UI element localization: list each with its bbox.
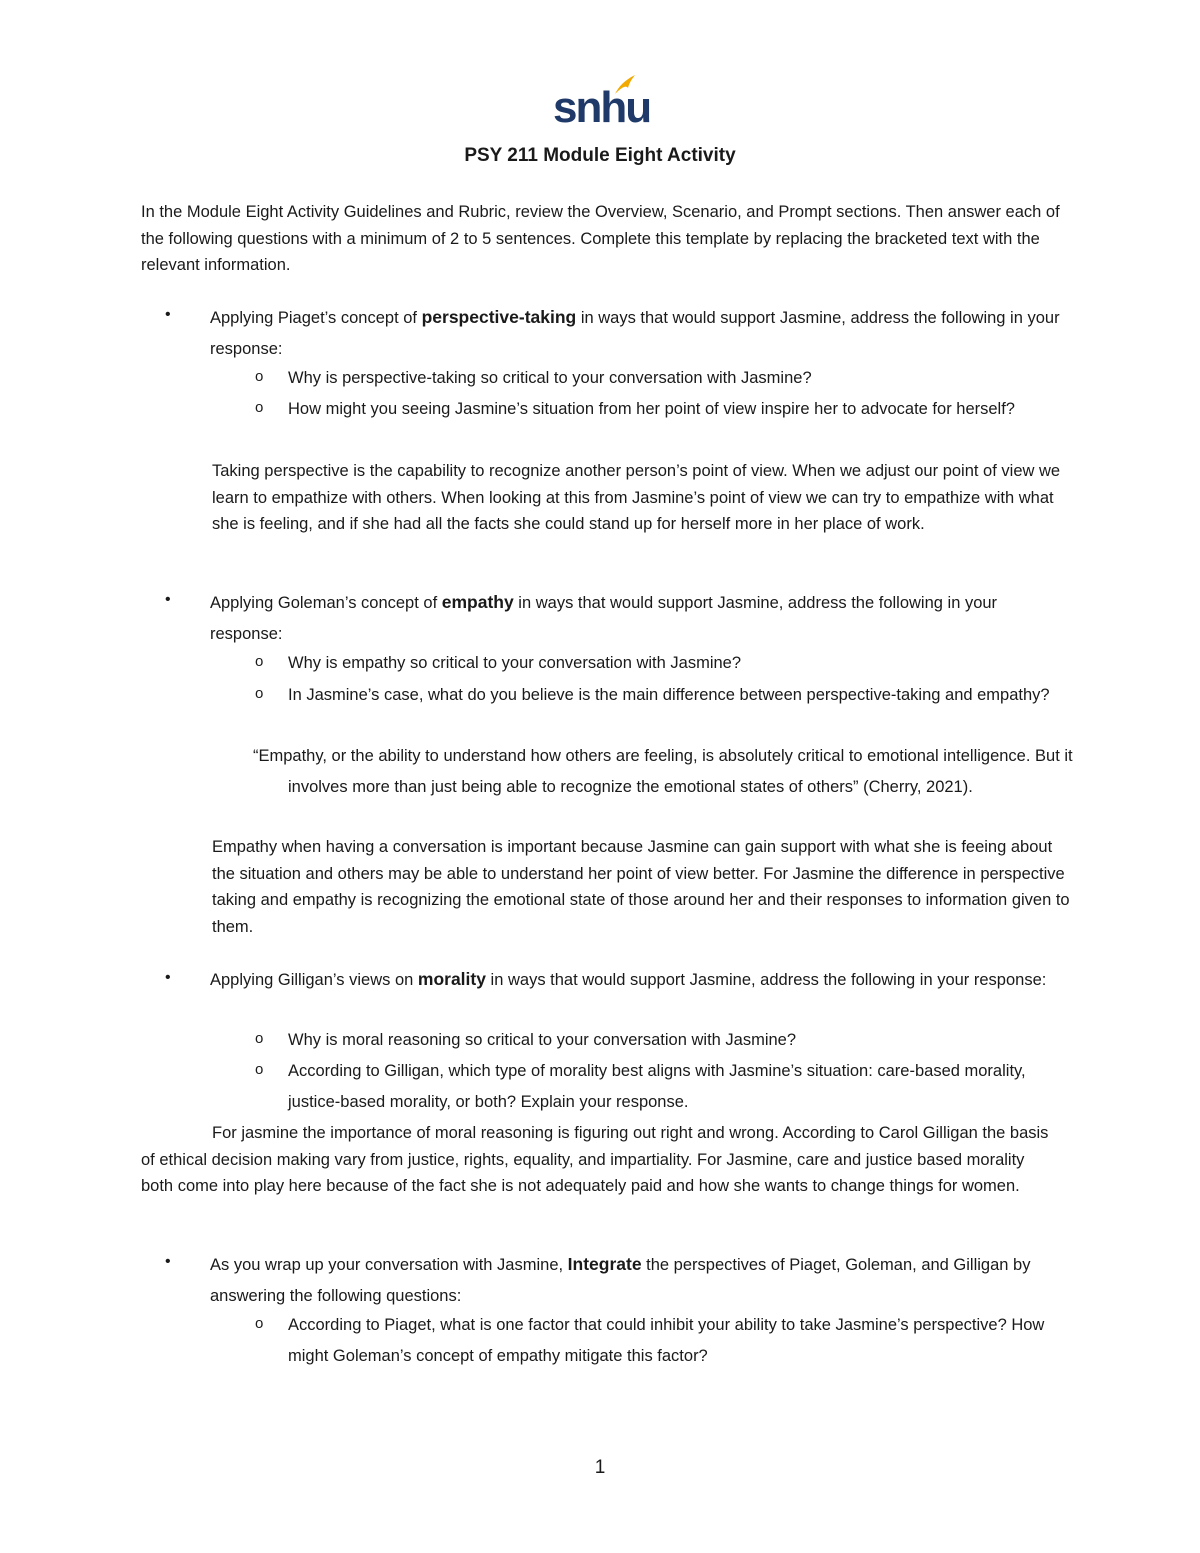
sub-bullet: o <box>255 399 264 416</box>
section-1-answer: Taking perspective is the capability to recognize another person’s point of view. When we adjust our point of view we learn to empathize with others. When looking at this from Jasmine’s point of view we can try to empathize with what she is feeling, and if she had all the facts she could stand up for herself more in her place of work. <box>212 462 1061 533</box>
prompt-text: in ways that would support Jasmine, address the following in your response: <box>210 594 998 643</box>
flame-icon <box>613 74 637 96</box>
section-2-prompt <box>210 587 1070 650</box>
keyword-perspective-taking: perspective-taking <box>421 307 577 327</box>
section-1-question-1: Why is perspective-taking so critical to your conversation with Jasmine? <box>288 369 812 387</box>
bullet-3: • <box>165 969 171 986</box>
prompt-text: Applying Goleman’s concept of <box>210 594 442 612</box>
sub-bullet: o <box>255 1061 264 1078</box>
prompt-text: Applying Piaget’s concept of <box>210 309 422 327</box>
section-2-quote <box>253 741 1078 803</box>
logo-wordmark: snhu <box>553 83 651 132</box>
section-2-question-1: Why is empathy so critical to your conversation with Jasmine? <box>288 654 742 672</box>
bullet-2: • <box>165 591 171 608</box>
sub-bullet: o <box>255 653 264 670</box>
section-1-prompt <box>210 302 1070 365</box>
section-3-question-1: Why is moral reasoning so critical to your conversation with Jasmine? <box>288 1031 797 1049</box>
document-title: PSY 211 Module Eight Activity <box>464 145 736 166</box>
intro-paragraph: In the Module Eight Activity Guidelines and Rubric, review the Overview, Scenario, and Prompt sections. Then answer each of the following questions with a minimum of 2 to 5 sentences. Complete this template by replacing the bracketed text with the relevant information. <box>141 203 1060 274</box>
section-4-prompt <box>210 1249 1070 1312</box>
keyword-empathy: empathy <box>441 592 514 612</box>
sub-bullet: o <box>255 685 264 702</box>
bullet-4: • <box>165 1253 171 1270</box>
page-number: 1 <box>594 1457 606 1478</box>
bullet-1: • <box>165 306 171 323</box>
snhu-logo <box>553 74 651 132</box>
prompt-text: the perspectives of Piaget, Goleman, and Gilligan by answering the following questions: <box>210 1256 1031 1305</box>
section-3-prompt <box>210 964 1070 996</box>
sub-bullet: o <box>255 1315 264 1332</box>
prompt-text: in ways that would support Jasmine, address the following in your response: <box>210 309 1060 358</box>
section-3-answer: For jasmine the importance of moral reasoning is figuring out right and wrong. According to Carol Gilligan the basis of ethical decision making vary from justice, rights, equality, and impartiality. For Jasmine, care and justice based morality both come into play here because of the fact she is not adequately paid and how she wants to change things for women. <box>141 1124 1049 1195</box>
section-1-question-2: How might you seeing Jasmine’s situation from her point of view inspire her to advocate for herself? <box>288 400 1015 418</box>
keyword-integrate: Integrate <box>567 1254 642 1274</box>
section-2-question-2: In Jasmine’s case, what do you believe is the main difference between perspective-taking and empathy? <box>288 686 1050 704</box>
prompt-text: As you wrap up your conversation with Jasmine, <box>210 1256 568 1274</box>
section-2-answer: Empathy when having a conversation is important because Jasmine can gain support with what she is feeing about the situation and others may be able to understand her point of view better. For Jasmine the difference in perspective taking and empathy is recognizing the emotional state of those around her and their responses to information given to them. <box>212 838 1070 936</box>
quote-text: “Empathy, or the ability to understand how others are feeling, is absolutely critical to emotional intelligence. But it involves more than just being able to recognize the emotional states of others” (Cherry, 2021). <box>253 747 1073 796</box>
sub-bullet: o <box>255 1030 264 1047</box>
prompt-text: in ways that would support Jasmine, address the following in your response: <box>485 971 1047 989</box>
keyword-morality: morality <box>417 969 486 989</box>
prompt-text: Applying Gilligan’s views on <box>210 971 418 989</box>
section-4-question-1: According to Piaget, what is one factor that could inhibit your ability to take Jasmine’s perspective? How might Goleman’s concept of empathy mitigate this factor? <box>288 1316 1045 1365</box>
sub-bullet: o <box>255 368 264 385</box>
section-3-question-2: According to Gilligan, which type of morality best aligns with Jasmine’s situation: care-based morality, justice-based morality, or both? Explain your response. <box>288 1062 1026 1111</box>
